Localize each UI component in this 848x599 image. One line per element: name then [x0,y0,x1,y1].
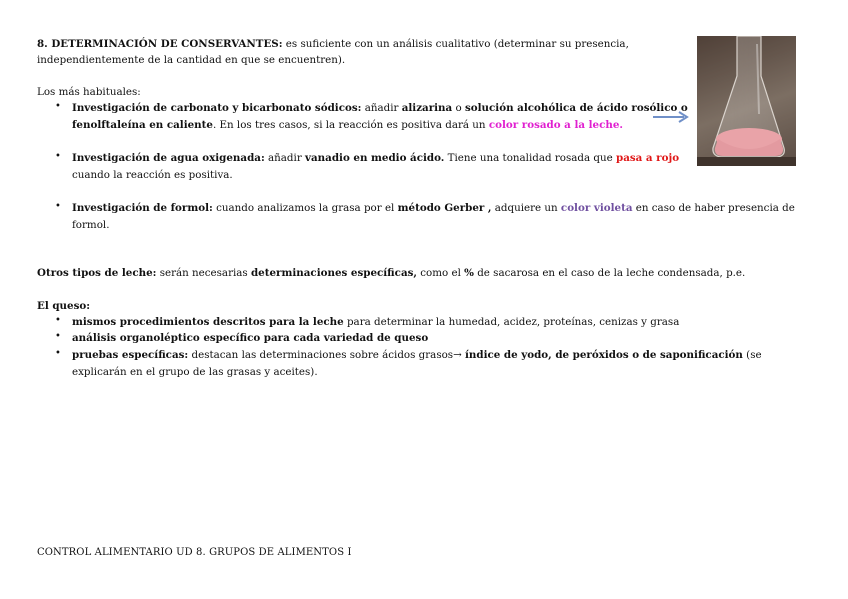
arrow-right-icon [652,110,692,124]
bullet: • [55,331,61,342]
list-item-agua-oxigenada: Investigación de agua oxigenada: añadir vanadio en medio ácido. Tiene una tonalidad rosada que pasa a rojo cuando la reacción es positiva. [72,152,680,181]
list-item-formol: Investigación de formol: cuando analizamos la grasa por el método Gerber , adquiere un color violeta en caso de haber presencia de formol. [72,202,795,231]
bullet: • [55,348,61,359]
queso-item-pruebas: pruebas específicas: destacan las determinaciones sobre ácidos grasos→ índice de yodo, de peróxidos o de saponificación (se explicarán en el grupo de las grasas y aceites). [72,349,762,378]
erlenmeyer-flask-photo [697,36,796,166]
bullet: • [55,101,61,112]
section-8-title: 8. DETERMINACIÓN DE CONSERVANTES: [37,38,283,50]
highlight-rojo: pasa a rojo [616,152,680,164]
page-footer: CONTROL ALIMENTARIO UD 8. GRUPOS DE ALIMENTOS I [37,547,352,558]
bullet: • [55,151,61,162]
queso-heading: El queso: [37,300,91,312]
queso-item-organoleptico: análisis organoléptico específico para cada variedad de queso [72,332,429,344]
bullet: • [55,201,61,212]
section-8-paragraph: 8. DETERMINACIÓN DE CONSERVANTES: es suficiente con un análisis cualitativo (determinar su presencia, independientemente de la cantidad en que se encuentren). [37,38,629,66]
highlight-violeta: color violeta [560,202,633,214]
bullet: • [55,315,61,326]
highlight-rosado: color rosado a la leche. [488,118,623,131]
otros-tipos-paragraph: Otros tipos de leche: serán necesarias determinaciones específicas, como el % de sacarosa en el caso de la leche condensada, p.e. [37,267,746,279]
habituales-heading: Los más habituales: [37,86,141,98]
queso-item-procedimientos: mismos procedimientos descritos para la leche para determinar la humedad, acidez, proteínas, cenizas y grasa [72,316,680,328]
list-item-carbonato: Investigación de carbonato y bicarbonato sódicos: añadir alizarina o solución alcohólica de ácido rosólico o fenolftaleína en caliente. En los tres casos, si la reacción es positiva dará un color rosado a la leche. [72,102,688,131]
